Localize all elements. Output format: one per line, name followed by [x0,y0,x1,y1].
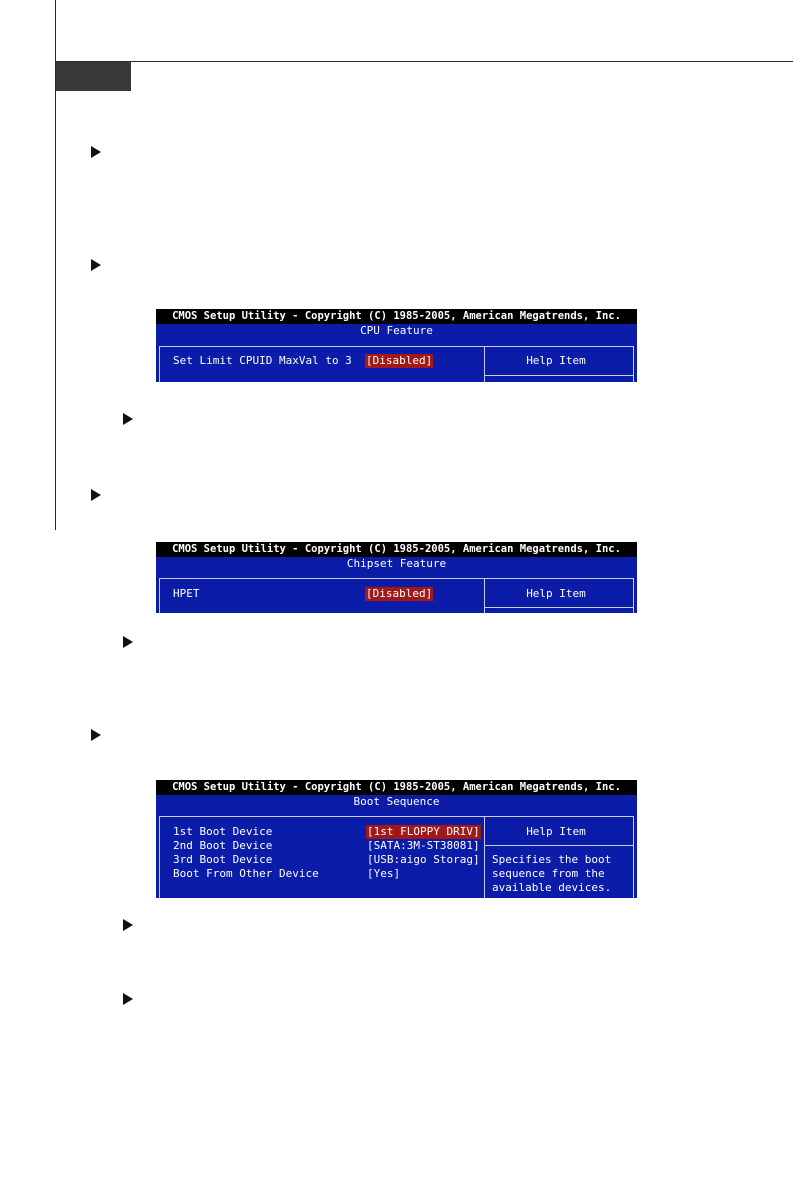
bios-screen-title: Chipset Feature [346,557,447,570]
boot-device-label: 2nd Boot Device [173,839,273,852]
help-item-title: Help Item [526,825,586,838]
sub-bullet-arrow-icon [123,993,133,1005]
boot-device-label: 3rd Boot Device [173,853,273,866]
bios-copyright-bar: CMOS Setup Utility - Copyright (C) 1985-2005, American Megatrends, Inc. [156,542,637,557]
setting-label: Set Limit CPUID MaxVal to 3 [173,354,352,367]
bullet-arrow-icon [91,146,101,158]
help-item-title: Help Item [526,587,586,600]
boot-sequence-screen [156,780,637,898]
sub-bullet-arrow-icon [123,919,133,931]
boot-device-label: Boot From Other Device [173,867,319,880]
setting-value-selected[interactable]: [Disabled] [366,587,433,600]
header-rule [55,61,793,62]
sub-bullet-arrow-icon [123,636,133,648]
bios-copyright-bar: CMOS Setup Utility - Copyright (C) 1985-2005, American Megatrends, Inc. [156,309,637,324]
boot-device-label: 1st Boot Device [173,825,273,838]
chipset-feature-screen [156,542,637,613]
boot-device-value[interactable]: [Yes] [367,867,401,880]
bios-screen-title: CPU Feature [360,324,433,337]
setting-value-selected[interactable]: [Disabled] [366,354,433,367]
help-rule [484,375,634,376]
help-description: Specifies the boot sequence from the available devices. [492,853,612,894]
setting-label: HPET [173,587,200,600]
bullet-arrow-icon [91,489,101,501]
boot-device-value[interactable]: [USB:aigo Storag] [367,853,480,866]
sub-bullet-arrow-icon [123,413,133,425]
boot-device-value-selected[interactable]: [1st FLOPPY DRIV] [367,825,480,838]
help-rule [484,845,634,846]
boot-device-value[interactable]: [SATA:3M-ST38081] [367,839,480,852]
page-number-tab [56,62,131,91]
bios-copyright-bar: CMOS Setup Utility - Copyright (C) 1985-2005, American Megatrends, Inc. [156,780,637,795]
help-rule [484,607,634,608]
bullet-arrow-icon [91,729,101,741]
help-item-title: Help Item [526,354,586,367]
cpu-feature-screen [156,309,637,382]
bullet-arrow-icon [91,259,101,271]
bios-screen-title: Boot Sequence [353,795,440,808]
